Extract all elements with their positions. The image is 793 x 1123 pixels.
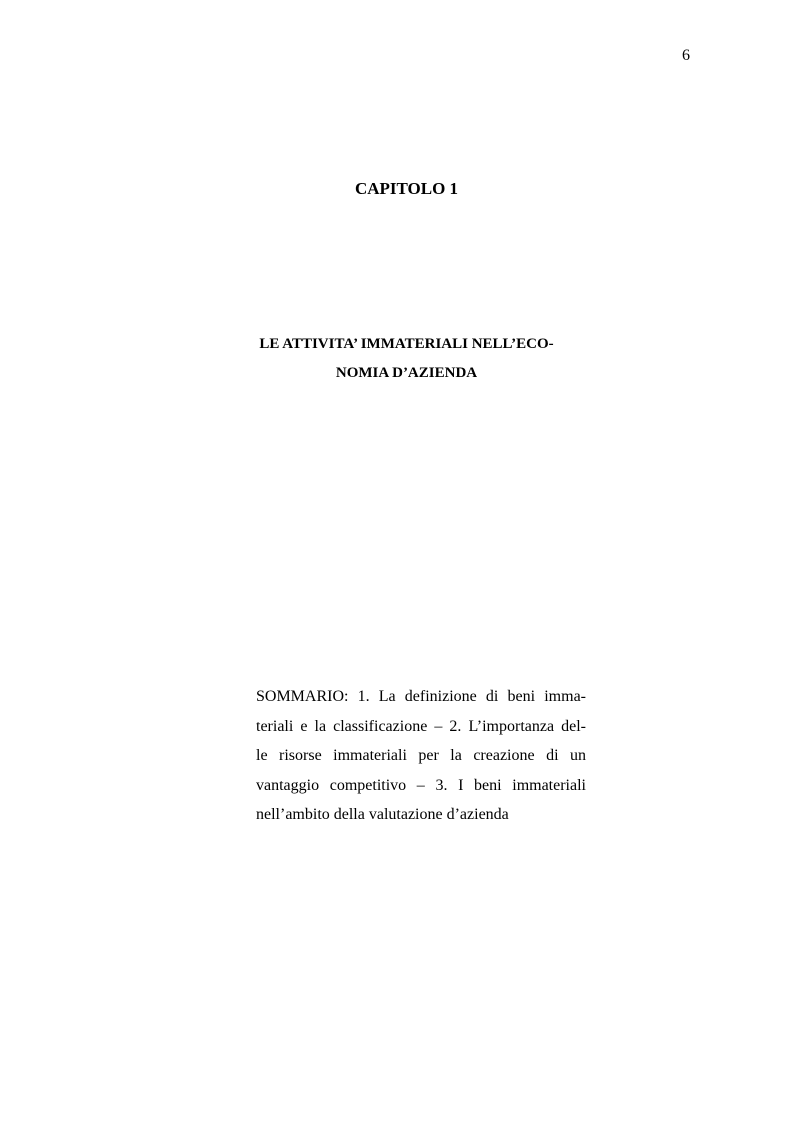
- summary-line-4: vantaggio competitivo – 3. I beni immateriali: [256, 776, 586, 794]
- chapter-label: CAPITOLO 1: [354, 179, 459, 198]
- chapter-title-line-1: LE ATTIVITA’ IMMATERIALI NELL’ECO-: [259, 336, 554, 352]
- chapter-title-line-2: NOMIA D’AZIENDA: [335, 365, 478, 381]
- chapter-title: [0, 330, 793, 388]
- summary-line-5: nell’ambito della valutazione d’azienda: [256, 806, 509, 823]
- summary-line-1: SOMMARIO: 1. La definizione di beni imma-: [256, 688, 586, 705]
- summary-line-2: teriali e la classificazione – 2. L’importanza del-: [256, 717, 586, 735]
- page-number: 6: [682, 47, 690, 64]
- summary-paragraph: [256, 682, 586, 830]
- summary-line-3: le risorse immateriali per la creazione di un: [256, 747, 586, 764]
